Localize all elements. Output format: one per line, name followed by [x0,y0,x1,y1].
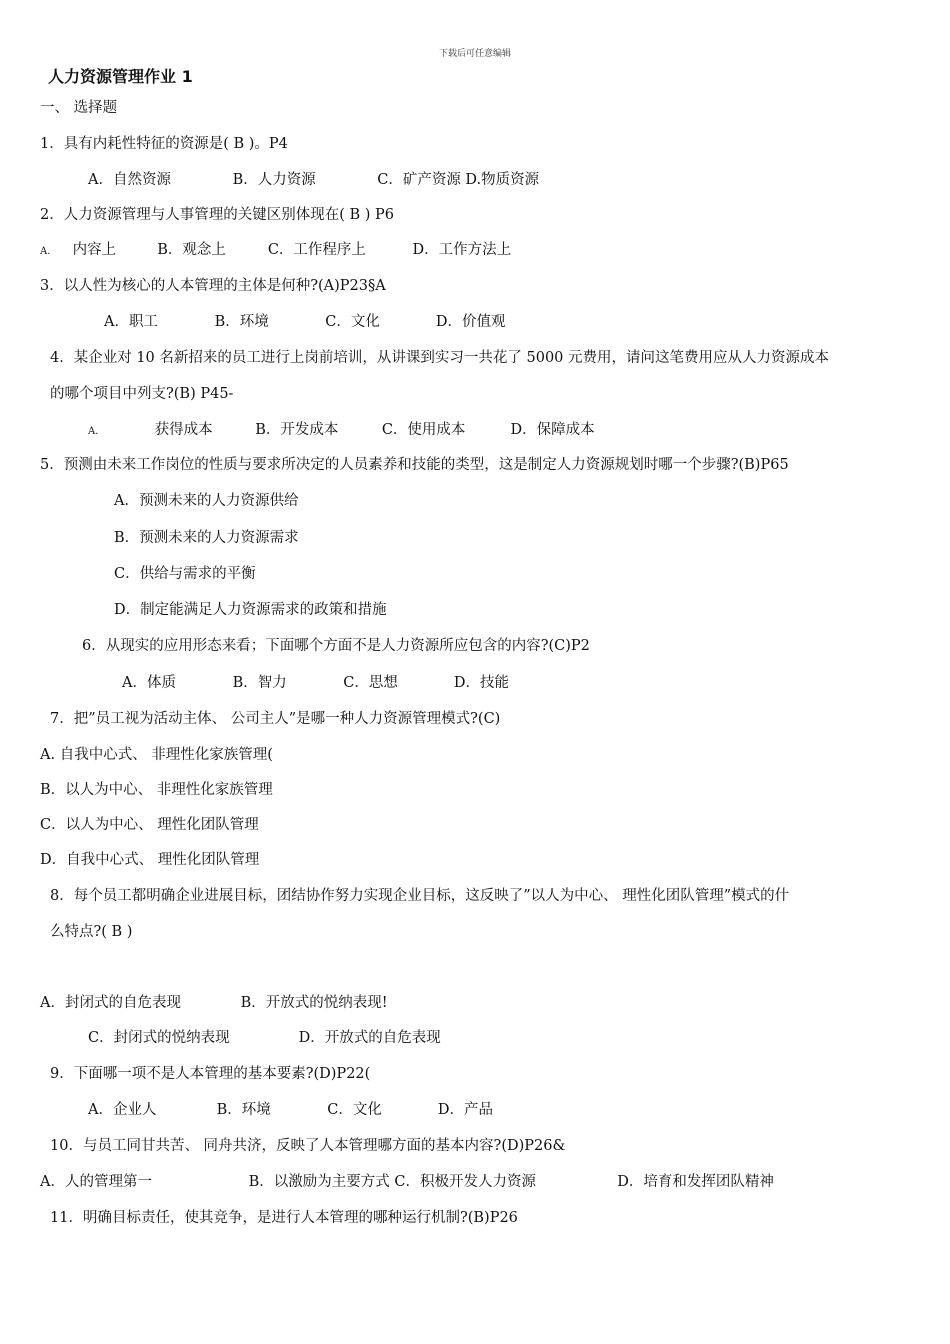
option-a: 内容上 [72,242,117,258]
option-a-mark: A. [88,426,99,437]
option-a: A．自然资源 [88,172,171,188]
option-d: D．保障成本 [510,422,595,438]
question-3-stem: 3．以人性为核心的人本管理的主体是何种?(A)P23§A [40,278,386,294]
question-2-options [40,240,511,262]
question-9-options [88,1100,493,1120]
option-b: B．人力资源 [232,172,316,188]
question-8-options-row-2 [88,1028,441,1048]
question-9-stem: 9．下面哪一项不是人本管理的基本要素?(D)P22( [50,1066,371,1082]
question-8-stem-line-2: 么特点?( B ) [50,924,133,940]
option-a: 获得成本 [154,422,213,438]
option-c: C．矿产资源 D.物质资源 [377,172,540,188]
question-7-stem: 7．把”员工视为活动主体、 公司主人”是哪一种人力资源管理模式?(C) [50,711,501,727]
option-b: B．环境 [214,314,269,330]
option-c: C．思想 [343,675,398,691]
question-2-stem: 2．人力资源管理与人事管理的关键区别体现在( B ) P6 [40,207,395,223]
option-b: B．环境 [216,1102,271,1118]
question-10-stem: 10．与员工同甘共苦、 同舟共济，反映了人本管理哪方面的基本内容?(D)P26& [50,1138,566,1154]
question-11-stem: 11．明确目标责任，使其竞争，是进行人本管理的哪种运行机制?(B)P26 [50,1210,518,1226]
option-b: B．开放式的悦纳表现! [240,995,388,1011]
option-c: C．文化 [325,314,380,330]
option-b: B．智力 [232,675,287,691]
option-a: A．人的管理第一 [40,1174,152,1190]
question-8-stem-line-1: 8．每个员工都明确企业进展目标，团结协作努力实现企业目标，这反映了”以人为中心、 理性化团队管理”模式的什 [50,888,790,904]
question-4-stem-line-1: 4．某企业对 10 名新招来的员工进行上岗前培训，从讲课到实习一共花了 5000 元费用，请问这笔费用应从人力资源成本 [50,350,830,366]
question-10-options [40,1172,774,1192]
option-a: A．职工 [104,314,158,330]
option-d: D．培育和发挥团队精神 [617,1174,774,1190]
option-a: A．封闭式的自危表现 [40,995,181,1011]
question-1-stem: 1．具有内耗性特征的资源是( B )。P4 [40,136,288,152]
option-d: D．价值观 [435,314,506,330]
option-b: B．开发成本 [255,422,339,438]
question-3-options [104,312,505,332]
document-title: 人力资源管理作业 1 [48,67,193,86]
option-a: A．企业人 [88,1102,157,1118]
question-7-option-c: C．以人为中心、 理性化团队管理 [40,817,259,833]
section-heading: 一、 选择题 [40,100,118,116]
option-b: B．观念上 [157,242,226,258]
question-4-options [88,420,595,442]
question-6-options [122,673,509,693]
option-a-mark: A. [40,246,51,257]
question-6-stem: 6．从现实的应用形态来看；下面哪个方面不是人力资源所应包含的内容?(C)P2 [82,638,590,654]
option-c: C．文化 [327,1102,382,1118]
option-d: D．工作方法上 [412,242,512,258]
question-4-stem-line-2: 的哪个项目中列支?(B) P45- [50,386,234,402]
question-1-options [88,170,539,190]
question-5-option-d: D．制定能满足人力资源需求的政策和措施 [114,602,387,618]
option-a: A．体质 [122,675,176,691]
option-c: C．工作程序上 [267,242,366,258]
question-5-option-c: C．供给与需求的平衡 [114,566,256,582]
question-5-option-b: B．预测未来的人力资源需求 [114,530,299,546]
option-d: D．开放式的自危表现 [298,1030,441,1046]
option-d: D．技能 [453,675,509,691]
question-7-option-d: D．自我中心式、 理性化团队管理 [40,852,260,868]
question-5-stem: 5．预测由未来工作岗位的性质与要求所决定的人员素养和技能的类型，这是制定人力资源规划时哪一个步骤?(B)P65 [40,457,789,473]
option-d: D．产品 [437,1102,493,1118]
question-7-option-a: A. 自我中心式、 非理性化家族管理( [40,747,273,763]
question-7-option-b: B．以人为中心、 非理性化家族管理 [40,782,273,798]
option-c: C．使用成本 [381,422,466,438]
option-c: C．封闭式的悦纳表现 [88,1030,230,1046]
question-5-option-a: A．预测未来的人力资源供给 [114,493,299,509]
header-note: 下载后可任意编辑 [438,49,511,59]
option-b-c: B．以激励为主要方式 C．积极开发人力资源 [248,1174,536,1190]
question-8-options-row-1 [40,993,388,1013]
